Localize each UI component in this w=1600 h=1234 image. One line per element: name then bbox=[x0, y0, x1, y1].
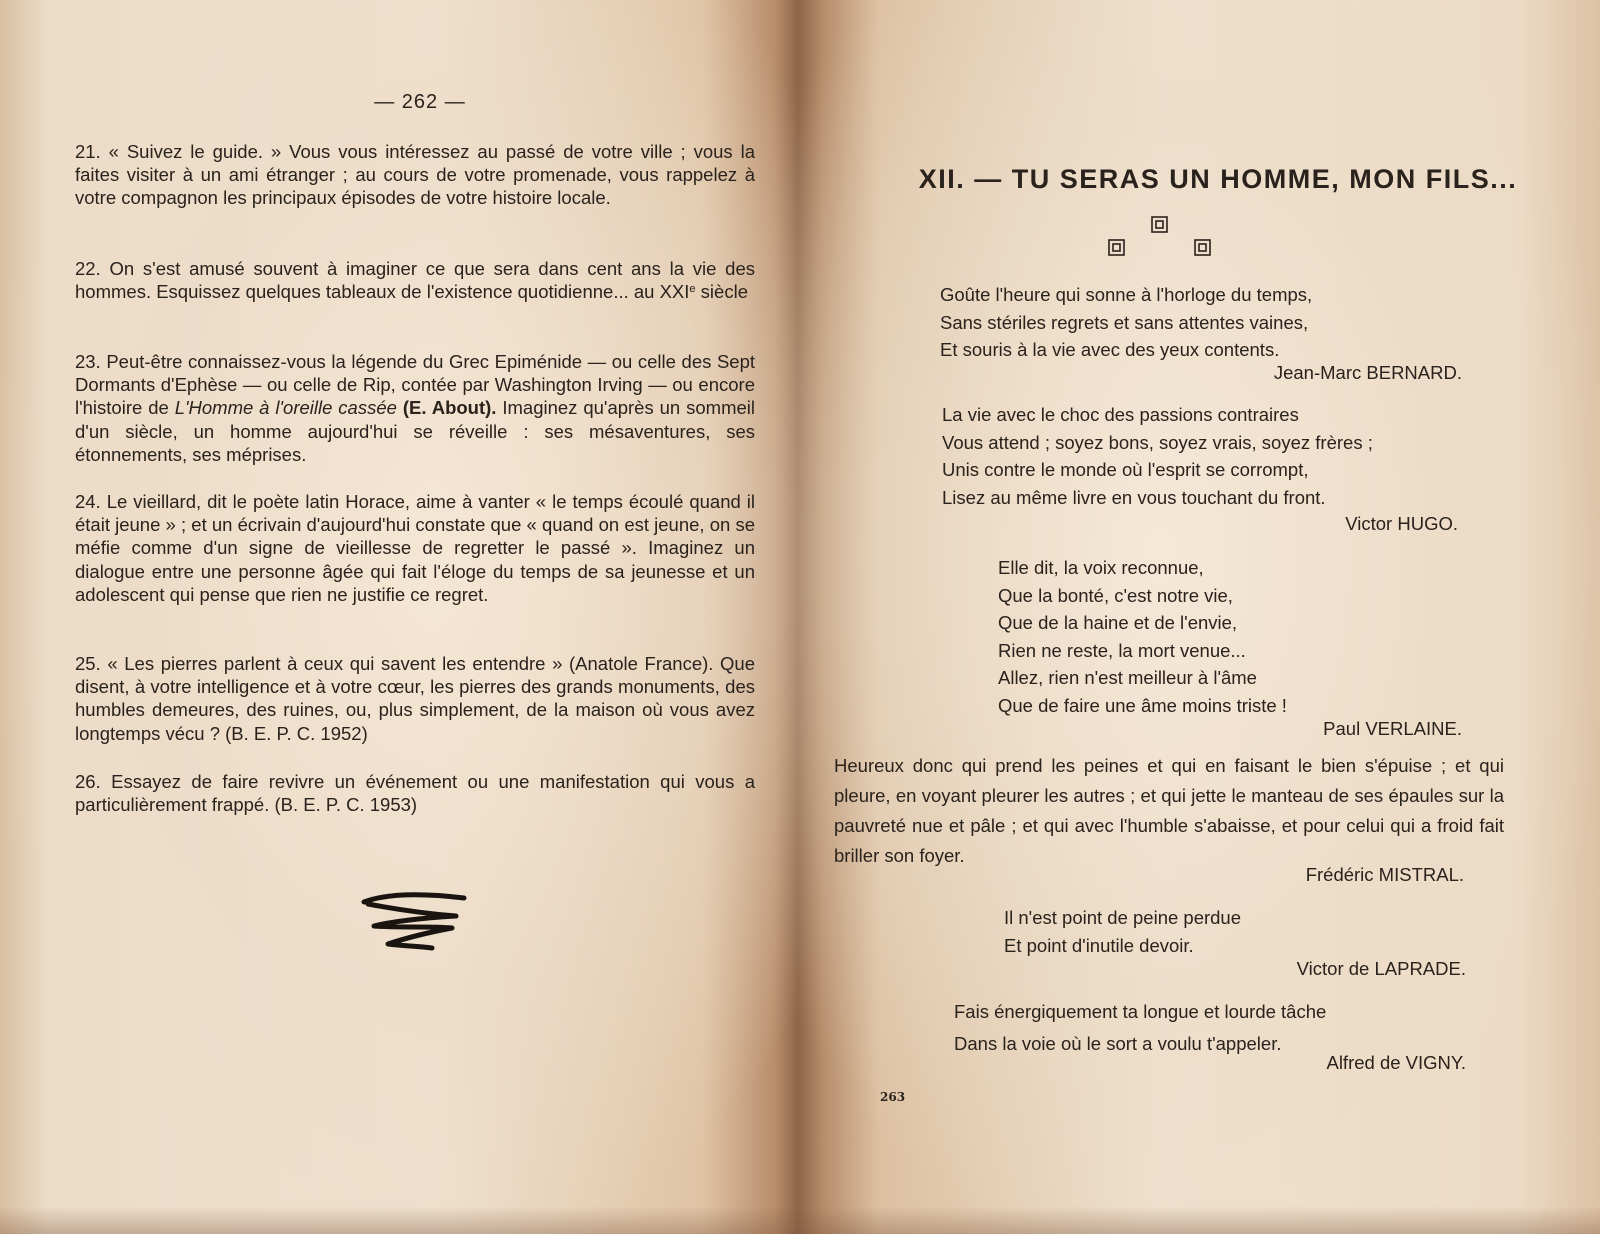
verse-line: Unis contre le monde où l'esprit se corrompt, bbox=[942, 459, 1309, 480]
exercise-26 bbox=[75, 770, 755, 816]
exercise-number: 26. bbox=[75, 771, 101, 792]
verse-line: Vous attend ; soyez bons, soyez vrais, soyez frères ; bbox=[942, 431, 1373, 453]
exercise-text: Peut-être connaissez-vous la légende du Grec Epiménide — ou celle des Sept Dormants d'Ephèse — ou celle de Rip, contée par Washington Irving — ou encore l'histoire de bbox=[75, 351, 755, 419]
exercise-text: On s'est amusé souvent à imaginer ce que sera dans cent ans la vie des hommes. Esquissez quelques tableaux de l'existence quotidienne... au XXI bbox=[75, 258, 755, 303]
exercise-number: 24. bbox=[75, 491, 101, 512]
quote-laprade bbox=[1004, 904, 1241, 959]
quote-hugo bbox=[942, 401, 1373, 511]
page-number-263: 263 bbox=[880, 1090, 906, 1104]
verse-line: Et souris à la vie avec des yeux contents. bbox=[940, 339, 1280, 360]
verse-line: Il n'est point de peine perdue bbox=[1004, 907, 1242, 928]
right-page bbox=[798, 0, 1600, 1234]
verse-line: Sans stériles regrets et sans attentes vaines, bbox=[940, 311, 1309, 333]
author-reference: (E. About). bbox=[402, 397, 497, 419]
author-verlaine: Paul VERLAINE. bbox=[1323, 718, 1462, 739]
exercise-24 bbox=[75, 490, 755, 606]
exercise-25 bbox=[75, 652, 755, 745]
verse-line: Goûte l'heure qui sonne à l'horloge du temps, bbox=[940, 284, 1313, 305]
exercise-number: 22. bbox=[75, 258, 101, 279]
verse-line: Que la bonté, c'est notre vie, bbox=[998, 584, 1233, 606]
exercise-number: 23. bbox=[75, 351, 101, 372]
verse-line: Que de la haine et de l'envie, bbox=[998, 612, 1238, 633]
author-bernard: Jean-Marc BERNARD. bbox=[1273, 362, 1462, 383]
exercise-text-end: siècle bbox=[695, 281, 748, 303]
page-shadow bbox=[798, 1206, 1600, 1234]
exercise-text: Essayez de faire revivre un événement ou une manifestation qui vous a particulièrement frappé. (B. E. P. C. 1953) bbox=[75, 771, 755, 816]
author-hugo: Victor HUGO. bbox=[1345, 513, 1458, 534]
verse-line: La vie avec le choc des passions contraires bbox=[942, 404, 1299, 425]
exercise-23 bbox=[75, 350, 755, 466]
exercise-text: « Suivez le guide. » Vous vous intéressez au passé de votre ville ; vous la faites visiter à un ami étranger ; au cours de votre promenade, vous rappelez à votre compagnon les principaux épisodes de votre histoire locale. bbox=[75, 141, 755, 209]
quote-verlaine bbox=[998, 554, 1287, 719]
chapter-title: XII. — TU SERAS UN HOMME, MON FILS... bbox=[918, 164, 1518, 194]
square-ornament-icon bbox=[1100, 216, 1220, 262]
author-mistral: Frédéric MISTRAL. bbox=[1305, 864, 1464, 885]
quote-vigny bbox=[954, 996, 1326, 1060]
author-vigny: Alfred de VIGNY. bbox=[1326, 1052, 1466, 1073]
superscript-e: e bbox=[689, 283, 696, 296]
exercise-number: 25. bbox=[75, 653, 101, 674]
exercise-text: Le vieillard, dit le poète latin Horace, aime à vanter « le temps écoulé quand il était jeune » ; et un écrivain d'aujourd'hui constate que « quand on est jeune, on se méfie comme d'un signe de vieillesse de regretter le passé ». Imaginez un dialogue entre une personne âgée qui fait l'éloge du temps de sa jeunesse et un adolescent qui pense que rien ne justifie ce regret. bbox=[75, 491, 756, 605]
quote-mistral: Heureux donc qui prend les peines et qui en faisant le bien s'épuise ; et qui pleure, en voyant pleurer les autres ; et qui jette le manteau de ses épaules sur la pauvreté nue et pâle ; et qui avec l'humble s'abaisse, et pour celui qui a froid fait briller son foyer. bbox=[834, 755, 1504, 866]
page-shadow bbox=[0, 1206, 798, 1234]
book-title: L'Homme à l'oreille cassée bbox=[174, 397, 397, 419]
verse-line: Fais énergiquement ta longue et lourde tâche bbox=[954, 1001, 1327, 1022]
verse-line: Elle dit, la voix reconnue, bbox=[998, 557, 1204, 578]
verse-line: Dans la voie où le sort a voulu t'appeler. bbox=[954, 1033, 1282, 1054]
exercise-text: « Les pierres parlent à ceux qui savent les entendre » (Anatole France). Que disent, à votre intelligence et à votre cœur, les pierres des grands monuments, des humbles demeures, des ruines, ou, plus simplement, de la maison où vous avez longtemps vécu ? (B. E. P. C. 1952) bbox=[75, 653, 756, 744]
exercise-21 bbox=[75, 140, 755, 210]
left-page bbox=[0, 0, 798, 1234]
verse-line: Que de faire une âme moins triste ! bbox=[998, 694, 1287, 716]
verse-line: Rien ne reste, la mort venue... bbox=[998, 639, 1246, 661]
page-number-262: — 262 — bbox=[374, 91, 466, 113]
author-laprade: Victor de LAPRADE. bbox=[1296, 958, 1466, 979]
quote-bernard bbox=[940, 281, 1312, 364]
exercise-22 bbox=[75, 257, 755, 303]
squiggle-ornament-icon bbox=[360, 888, 470, 958]
exercise-text-end: Imaginez qu'après un sommeil d'un siècle, un homme aujourd'hui se réveille : ses mésaventures, ses étonnements, ses méprises. bbox=[75, 397, 755, 465]
verse-line: Allez, rien n'est meilleur à l'âme bbox=[998, 667, 1257, 688]
verse-line: Lisez au même livre en vous touchant du front. bbox=[942, 486, 1326, 508]
verse-line: Et point d'inutile devoir. bbox=[1004, 934, 1194, 956]
exercise-number: 21. bbox=[75, 141, 101, 162]
